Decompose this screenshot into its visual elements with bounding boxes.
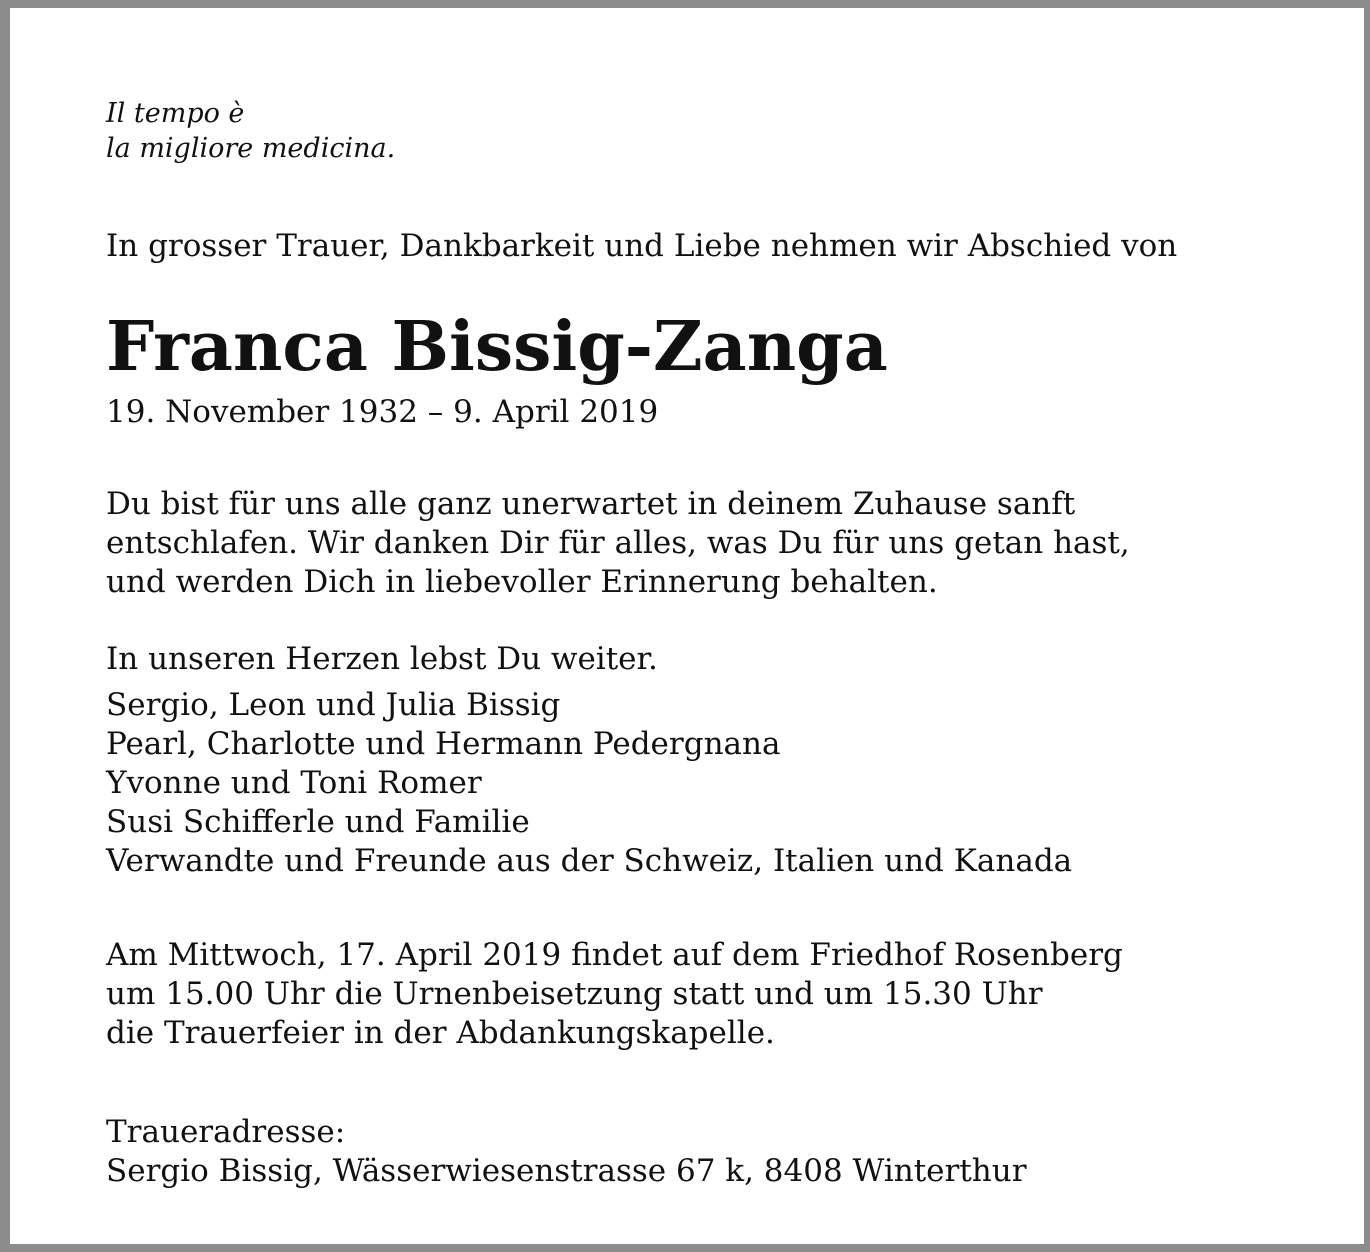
motto-line-2: la migliore medicina. <box>106 133 396 164</box>
mourner-line: Sergio, Leon und Julia Bissig <box>106 687 561 723</box>
message-line-1: Du bist für uns alle ganz unerwartet in deinem Zuhause sanft <box>106 486 1076 522</box>
address-label: Traueradresse: <box>106 1114 346 1150</box>
address-line: Sergio Bissig, Wässerwiesenstrasse 67 k, 8408 Winterthur <box>106 1153 1027 1189</box>
message-paragraph <box>106 485 1130 602</box>
intro-text: In grosser Trauer, Dankbarkeit und Liebe nehmen wir Abschied von <box>106 228 1178 264</box>
mourner-line: Pearl, Charlotte und Hermann Pedergnana <box>106 726 781 762</box>
mourner-line: Susi Schifferle und Familie <box>106 804 530 840</box>
mourners-list <box>106 686 1072 881</box>
service-info <box>106 936 1123 1053</box>
mourning-address <box>106 1113 1027 1191</box>
service-line-2: um 15.00 Uhr die Urnenbeisetzung statt und um 15.30 Uhr <box>106 976 1043 1012</box>
closing-line: In unseren Herzen lebst Du weiter. <box>106 641 658 677</box>
message-line-3: und werden Dich in liebevoller Erinnerung behalten. <box>106 564 938 600</box>
mourner-line: Verwandte und Freunde aus der Schweiz, Italien und Kanada <box>106 843 1073 879</box>
motto-line-1: Il tempo è <box>106 98 245 129</box>
message-line-2: entschlafen. Wir danken Dir für alles, was Du für uns getan hast, <box>106 525 1130 561</box>
service-line-3: die Trauerfeier in der Abdankungskapelle. <box>106 1015 775 1051</box>
deceased-name: Franca Bissig-Zanga <box>106 307 888 387</box>
mourner-line: Yvonne und Toni Romer <box>106 765 482 801</box>
motto-quote <box>106 96 395 166</box>
service-line-1: Am Mittwoch, 17. April 2019 findet auf dem Friedhof Rosenberg <box>106 937 1123 973</box>
deceased-dates: 19. November 1932 – 9. April 2019 <box>106 394 659 430</box>
